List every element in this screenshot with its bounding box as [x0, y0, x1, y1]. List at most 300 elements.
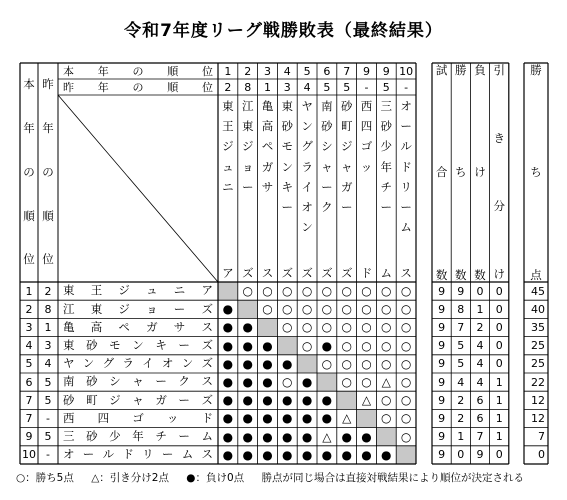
- stat-header-char: 引: [493, 63, 505, 77]
- header-row-this-year-char: 順: [167, 64, 179, 78]
- result-cell: ●: [262, 338, 273, 353]
- result-cell: ○: [321, 284, 333, 299]
- stat-header-char: き: [493, 131, 505, 146]
- opponent-name-char: 南: [321, 99, 333, 113]
- team-name: [58, 409, 218, 427]
- wins: 5: [457, 357, 465, 371]
- opponent-name-bottom: ア: [222, 266, 234, 280]
- team-name-char: ー: [178, 428, 190, 443]
- opponent-name-char: 江: [241, 99, 254, 113]
- points: 7: [538, 430, 545, 444]
- opponent-name-char: ャ: [340, 159, 353, 174]
- result-cell: △: [361, 393, 372, 408]
- draws: 0: [495, 357, 503, 371]
- header-row-this-year-char: 位: [202, 64, 213, 78]
- opponent-name-char: 四: [360, 119, 373, 134]
- header-row-last-year-char: の: [132, 80, 144, 94]
- result-cell: △: [322, 429, 332, 444]
- header-this-year-rank-char: 年: [23, 120, 35, 135]
- result-cell: △: [342, 411, 352, 426]
- games-played: 9: [438, 284, 446, 298]
- team-rank: 9: [25, 430, 33, 444]
- result-cell: ●: [301, 411, 313, 426]
- opponent-name-char: 亀: [261, 99, 274, 113]
- result-cell: ○: [321, 302, 333, 317]
- team-prev-rank: 5: [44, 430, 52, 444]
- team-name-char: ン: [132, 337, 144, 352]
- opponent-name-char: ペ: [261, 139, 274, 154]
- opponent-name-bottom: ド: [360, 266, 373, 280]
- opponent-name-char: ル: [400, 139, 412, 154]
- opponent-name-char: サ: [261, 179, 274, 194]
- stat-header-char: 点: [530, 267, 542, 282]
- draws: 1: [495, 430, 503, 444]
- opponent-name-char: ー: [400, 119, 412, 134]
- team-name: [58, 391, 218, 409]
- team-name-text: [63, 376, 213, 388]
- team-name-char: キ: [155, 337, 167, 352]
- opponent-name-char: 年: [380, 159, 393, 174]
- result-cell: ●: [242, 375, 253, 390]
- stat-header: [490, 63, 509, 282]
- losses: 2: [476, 320, 484, 334]
- team-name-char: 町: [86, 392, 98, 407]
- opponent-name-char: ク: [321, 199, 333, 214]
- team-rank: 4: [25, 339, 33, 353]
- opponent-name-char: ゴ: [360, 139, 373, 154]
- team-name-text: [63, 358, 213, 370]
- team-name-char: 東: [90, 301, 103, 316]
- team-prev-rank: 2: [44, 284, 52, 298]
- opponent-rank: 2: [244, 64, 252, 78]
- opponent-name-char: ョ: [241, 159, 254, 174]
- result-cell-self: [258, 318, 278, 336]
- points: 12: [531, 393, 545, 407]
- losses: 4: [476, 375, 484, 389]
- games-played: 9: [438, 448, 446, 462]
- result-cell: ●: [301, 429, 313, 444]
- opponent-name-char: ッ: [360, 159, 373, 174]
- result-cell: ○: [400, 429, 412, 444]
- result-cell-self: [238, 300, 258, 318]
- games-played: 9: [438, 375, 446, 389]
- team-name-char: ル: [102, 447, 115, 462]
- team-name-char: ヤ: [63, 356, 75, 371]
- result-cell: ●: [222, 320, 234, 335]
- team-name-char: ズ: [201, 337, 213, 352]
- header-row-this-year: [58, 63, 218, 79]
- team-rank: 5: [25, 357, 33, 371]
- result-cell: ○: [282, 284, 293, 299]
- result-cell: ○: [361, 356, 372, 371]
- opponent-name-bottom: ズ: [241, 266, 254, 280]
- team-name-char: ッ: [166, 410, 179, 425]
- result-cell: ○: [381, 411, 392, 426]
- opponent-name-char: キ: [281, 179, 294, 194]
- header-row-this-year-char: 本: [63, 64, 74, 78]
- team-rank: 7: [25, 393, 33, 407]
- team-name-char: ジ: [109, 392, 121, 407]
- points: 25: [531, 357, 545, 371]
- result-cell: ○: [361, 375, 372, 390]
- team-name-char: ー: [82, 447, 95, 462]
- result-cell: ○: [282, 375, 293, 390]
- opponent-name-bottom: ム: [380, 266, 393, 280]
- result-cell: ○: [341, 338, 352, 353]
- result-cell: ○: [400, 411, 412, 426]
- team-name-text: [63, 392, 213, 407]
- result-cell: ●: [222, 375, 234, 390]
- opponent-name-char: ム: [400, 220, 412, 235]
- legend: [16, 470, 538, 485]
- stat-header: [470, 63, 489, 282]
- result-cell: ○: [400, 393, 412, 408]
- team-name-char: ド: [201, 410, 213, 425]
- opponent-rank: 3: [263, 64, 271, 78]
- team-name: [58, 355, 218, 373]
- team-name-char: ン: [82, 356, 95, 371]
- result-cell: ○: [361, 320, 372, 335]
- stat-header: [451, 63, 470, 282]
- team-name-char: ズ: [201, 301, 213, 316]
- opponent-name-char: ー: [340, 199, 353, 214]
- team-name-char: オ: [63, 447, 75, 462]
- result-cell: ○: [301, 284, 313, 299]
- opponent-prev-rank: 8: [244, 80, 252, 94]
- result-cell: ●: [282, 447, 293, 462]
- result-cell: ●: [321, 393, 333, 408]
- opponent-name-char: 砂: [380, 119, 393, 134]
- result-cell: ●: [301, 447, 313, 462]
- opponent-name: [317, 95, 337, 282]
- games-played: 9: [438, 393, 446, 407]
- result-cell: ○: [400, 338, 412, 353]
- points: 45: [531, 284, 545, 298]
- team-name-char: 亀: [63, 319, 75, 334]
- result-cell: ○: [381, 320, 392, 335]
- team-name-char: ス: [201, 319, 213, 334]
- result-cell: ○: [400, 375, 412, 390]
- opponent-rank: 9: [362, 64, 370, 78]
- result-cell: ●: [361, 447, 372, 462]
- wins: 2: [457, 411, 465, 425]
- opponent-name-char: 砂: [321, 119, 333, 134]
- opponent-name-char: ン: [301, 119, 313, 134]
- games-played: 9: [438, 320, 446, 334]
- team-name: [58, 318, 218, 336]
- team-name-char: ゴ: [132, 410, 144, 425]
- result-cell-self: [277, 337, 297, 355]
- header-row-last-year-char: 順: [167, 80, 179, 94]
- wins: 0: [457, 448, 465, 462]
- result-cell: ●: [222, 338, 234, 353]
- opponent-name-char: 東: [281, 99, 294, 113]
- result-cell: ○: [301, 302, 313, 317]
- stat-header-char: 試: [435, 63, 448, 77]
- team-name-char: サ: [173, 319, 186, 334]
- losses: 6: [476, 393, 484, 407]
- opponent-name-char: ー: [321, 179, 333, 194]
- result-cell: ○: [381, 393, 392, 408]
- opponent-name-bottom: ズ: [321, 266, 333, 280]
- opponent-name-char: オ: [400, 99, 412, 113]
- team-name: [58, 428, 218, 446]
- draws: 0: [495, 302, 503, 316]
- legend-loss: ●：負け0点: [186, 472, 245, 484]
- result-cell-self: [218, 282, 238, 300]
- header-last-year-rank-char: 年: [42, 120, 54, 135]
- result-cell: ●: [222, 356, 234, 371]
- result-cell: ●: [282, 429, 293, 444]
- stat-header-char: け: [493, 267, 505, 282]
- team-name-char: ジ: [118, 283, 130, 298]
- team-name-char: 砂: [86, 374, 98, 389]
- opponent-name-bottom: ズ: [281, 266, 294, 280]
- team-name-char: ニ: [173, 283, 186, 298]
- wins: 5: [457, 339, 465, 353]
- header-this-year-rank: [20, 63, 38, 282]
- result-cell: ○: [361, 284, 372, 299]
- result-cell: ●: [242, 447, 253, 462]
- team-rank: 10: [22, 448, 36, 462]
- team-name-char: ー: [178, 392, 190, 407]
- opponent-rank: 9: [382, 64, 390, 78]
- opponent-name-char: ラ: [301, 159, 313, 174]
- team-name-char: ャ: [132, 374, 144, 389]
- team-name-text: [63, 410, 213, 425]
- opponent-name: [258, 95, 278, 282]
- opponent-name-bottom: ズ: [301, 266, 313, 280]
- header-this-year-rank-char: 順: [23, 208, 35, 223]
- team-prev-rank: 1: [44, 320, 52, 334]
- team-name-char: 高: [90, 319, 103, 334]
- result-cell: ●: [321, 338, 333, 353]
- losses: 6: [476, 411, 484, 425]
- opponent-name-char: ジ: [241, 139, 254, 154]
- opponent-name: [337, 95, 357, 282]
- points: 12: [531, 411, 545, 425]
- result-cell: ○: [361, 338, 372, 353]
- opponent-name-char: イ: [301, 179, 313, 194]
- result-cell: ●: [321, 411, 333, 426]
- team-name-char: 年: [132, 428, 144, 443]
- result-cell: ○: [301, 320, 313, 335]
- opponent-name-char: ー: [380, 199, 393, 214]
- stat-header: [432, 63, 451, 282]
- opponent-name: [297, 95, 317, 282]
- games-played: 9: [438, 339, 446, 353]
- team-name-char: ガ: [155, 392, 167, 407]
- team-name-char: オ: [161, 356, 174, 371]
- draws: 0: [495, 320, 503, 334]
- stat-header-char: 数: [435, 267, 448, 282]
- team-name-char: モ: [109, 337, 121, 352]
- result-cell: ●: [242, 429, 253, 444]
- team-name-char: 江: [63, 301, 75, 316]
- team-name-char: ー: [173, 301, 186, 316]
- stat-header-char: 数: [455, 267, 467, 282]
- wins: 2: [457, 393, 465, 407]
- header-last-year-rank-char: の: [42, 164, 54, 179]
- opponent-rank: 6: [323, 64, 331, 78]
- result-cell: ●: [301, 375, 313, 390]
- draws: 1: [495, 375, 503, 389]
- team-name-char: 西: [63, 410, 75, 425]
- result-cell: ○: [242, 284, 253, 299]
- opponent-name-char: リ: [400, 179, 412, 194]
- header-row-last-year: [58, 79, 218, 95]
- opponent-prev-rank: 5: [343, 80, 351, 94]
- result-cell: ●: [301, 393, 313, 408]
- result-cell-self: [376, 428, 396, 446]
- team-name-char: ズ: [201, 392, 213, 407]
- draws: 0: [495, 448, 503, 462]
- result-cell: ○: [381, 356, 392, 371]
- team-name-char: ー: [178, 337, 190, 352]
- team-name-text: [63, 428, 213, 443]
- header-last-year-rank: [38, 63, 58, 282]
- team-name-char: 南: [63, 374, 75, 389]
- opponent-name-char: ャ: [321, 159, 333, 174]
- stat-header-char: ち: [530, 165, 542, 180]
- header-row-this-year-char: の: [132, 64, 144, 78]
- opponent-name-char: ニ: [222, 179, 234, 194]
- team-name-char: ー: [161, 447, 174, 462]
- team-name-char: ン: [181, 356, 194, 371]
- points: 22: [531, 375, 545, 389]
- wins: 1: [457, 430, 465, 444]
- result-cell: ○: [282, 302, 293, 317]
- team-rank: 1: [25, 284, 33, 298]
- team-name-text: [63, 337, 213, 352]
- header-last-year-rank-char: 昨: [42, 77, 54, 92]
- opponent-name-char: 町: [340, 119, 353, 134]
- team-name-char: ク: [178, 374, 190, 389]
- team-name-char: ズ: [201, 356, 213, 371]
- opponent-name-char: チ: [380, 179, 393, 194]
- result-cell: ○: [341, 320, 352, 335]
- team-name-char: 砂: [86, 428, 98, 443]
- opponent-name-char: ジ: [222, 139, 234, 154]
- team-prev-rank: 4: [44, 357, 52, 371]
- header-this-year-rank-char: の: [23, 164, 35, 179]
- opponent-name-char: 王: [222, 119, 234, 134]
- team-name-char: 王: [90, 283, 103, 298]
- team-name-char: グ: [102, 356, 115, 371]
- team-prev-rank: -: [46, 411, 50, 425]
- opponent-name-char: モ: [281, 139, 294, 154]
- result-cell: ○: [341, 375, 352, 390]
- wins: 7: [457, 320, 465, 334]
- team-name-char: イ: [142, 356, 154, 371]
- team-rank: 2: [25, 302, 33, 316]
- opponent-prev-rank: 1: [263, 80, 271, 94]
- opponent-prev-rank: 5: [323, 80, 331, 94]
- header-this-year-rank-char: 位: [23, 252, 35, 267]
- team-prev-rank: 3: [44, 339, 52, 353]
- result-cell: ●: [222, 411, 234, 426]
- opponent-name-char: グ: [301, 139, 313, 154]
- result-cell: ●: [222, 447, 234, 462]
- draws: 1: [495, 393, 503, 407]
- result-cell: ○: [321, 356, 333, 371]
- legend-win: ○：勝ち5点: [16, 472, 74, 484]
- team-name-text: [63, 285, 213, 297]
- opponent-rank: 10: [399, 64, 414, 78]
- result-cell: ○: [381, 284, 392, 299]
- losses: 4: [476, 339, 484, 353]
- draws: 1: [495, 411, 503, 425]
- result-cell: ●: [222, 429, 234, 444]
- result-cell: ●: [341, 429, 352, 444]
- opponent-name: [376, 95, 396, 282]
- opponent-name-bottom: ス: [261, 266, 274, 280]
- result-cell: ●: [321, 447, 333, 462]
- header-last-year-rank-char: 順: [42, 208, 54, 223]
- header-this-year-rank-char: 本: [23, 77, 35, 92]
- opponent-name-bottom: ズ: [340, 266, 353, 280]
- stat-header-char: 合: [435, 165, 448, 180]
- result-cell: ●: [282, 393, 293, 408]
- team-prev-rank: -: [46, 448, 50, 462]
- team-name-char: ー: [155, 374, 167, 389]
- team-name-char: ジ: [118, 301, 130, 316]
- result-cell: ●: [262, 447, 273, 462]
- opponent-rank: 5: [303, 64, 311, 78]
- opponent-name-char: 東: [241, 119, 254, 134]
- opponent-name: [396, 95, 416, 282]
- team-name-char: 東: [63, 283, 75, 298]
- stat-header-char: 数: [474, 267, 486, 282]
- team-name-char: 砂: [86, 337, 98, 352]
- result-cell: ●: [242, 411, 253, 426]
- opponent-name-char: 高: [261, 119, 274, 134]
- wins: 4: [457, 375, 465, 389]
- stat-header-char: 分: [493, 199, 505, 214]
- team-name: [58, 446, 218, 464]
- stat-header-char: ち: [455, 165, 467, 180]
- result-cell: ●: [242, 356, 253, 371]
- stat-header-char: 負: [474, 63, 486, 77]
- team-name-char: ム: [201, 428, 213, 443]
- points: 25: [531, 339, 545, 353]
- result-cell: ○: [301, 338, 313, 353]
- header-last-year-rank-char: 位: [42, 252, 54, 267]
- result-cell: ●: [282, 411, 293, 426]
- result-cell: ●: [262, 393, 273, 408]
- opponent-rank: 1: [224, 64, 232, 78]
- opponent-name-char: ー: [241, 179, 254, 194]
- result-cell: ○: [381, 338, 392, 353]
- opponent-name-bottom: ス: [400, 266, 412, 280]
- result-cell: ●: [282, 356, 293, 371]
- opponent-name-char: ジ: [340, 139, 353, 154]
- opponent-name-char: シ: [321, 139, 333, 154]
- opponent-name-char: オ: [301, 199, 313, 214]
- games-played: 9: [438, 357, 446, 371]
- team-name: [58, 373, 218, 391]
- team-name-char: ガ: [146, 319, 158, 334]
- result-cell-self: [396, 446, 416, 464]
- losses: 1: [476, 302, 484, 316]
- opponent-name-char: ン: [281, 159, 294, 174]
- opponent-name-char: 東: [222, 99, 234, 113]
- result-cell: ○: [400, 356, 412, 371]
- team-name-char: ュ: [146, 283, 158, 298]
- result-cell: ○: [381, 302, 392, 317]
- team-name-char: 東: [63, 337, 75, 352]
- team-name-char: チ: [155, 428, 167, 443]
